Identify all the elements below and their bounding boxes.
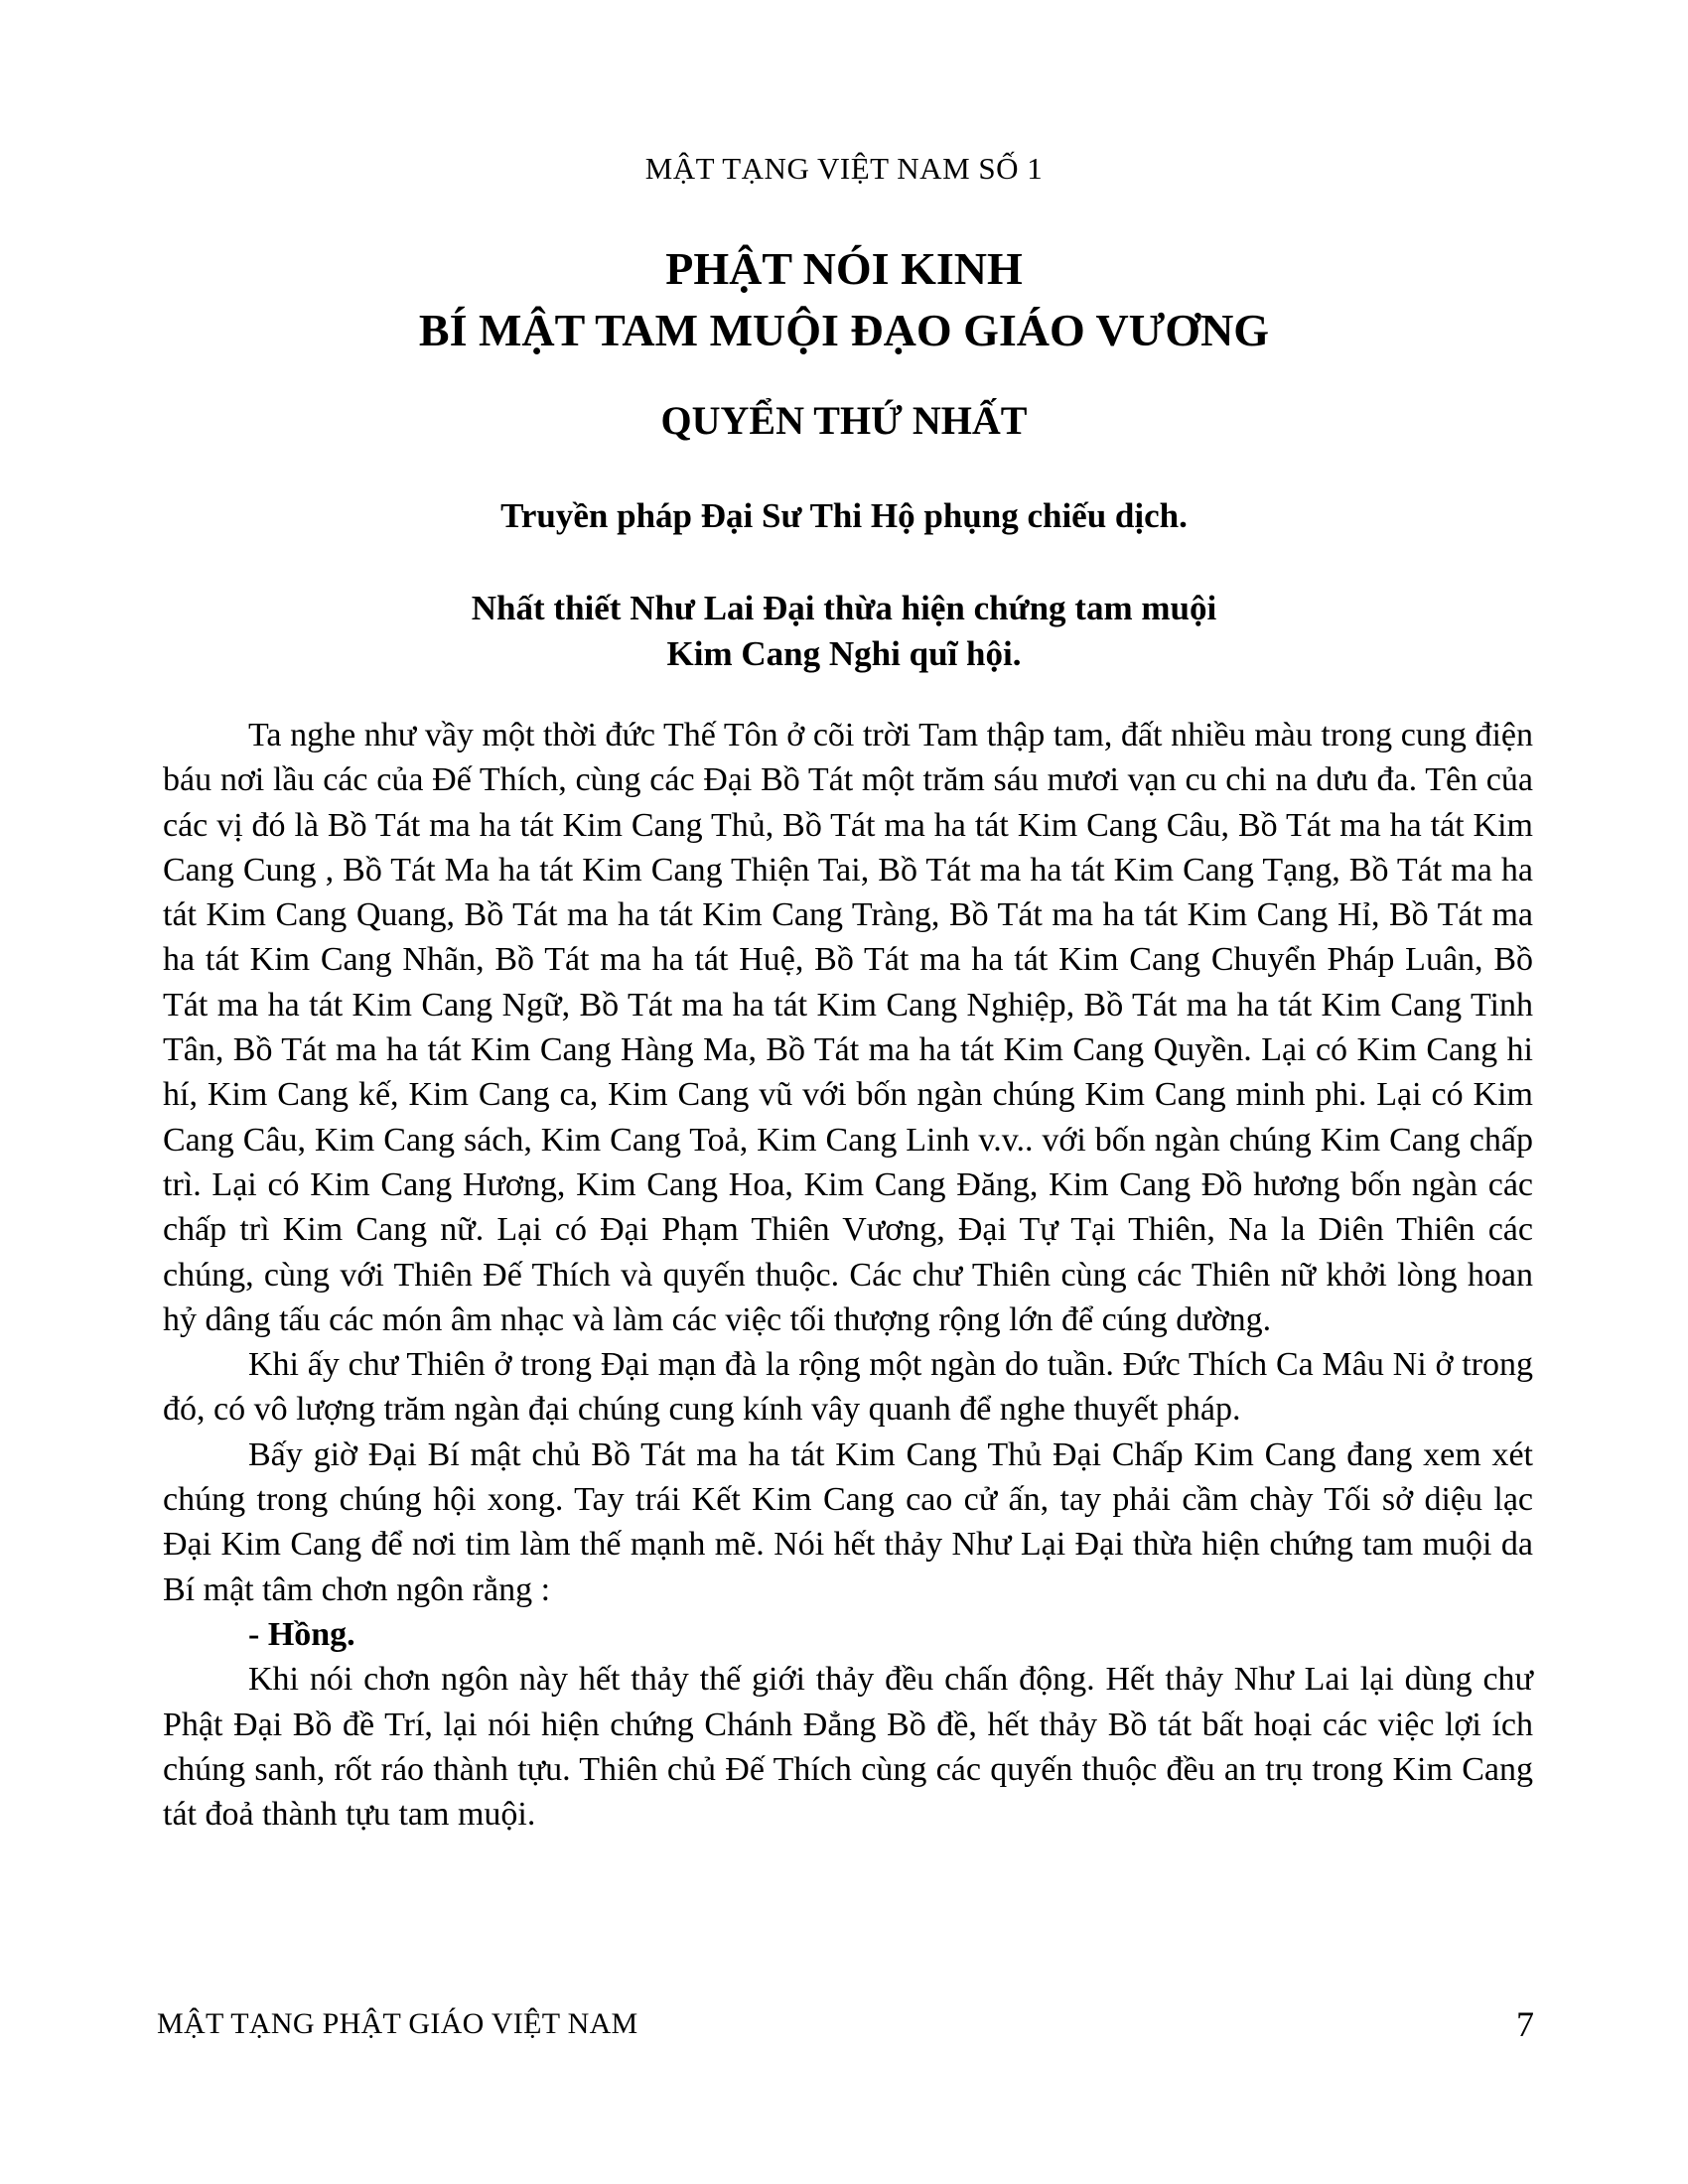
mantra-line: - Hồng. [248, 1615, 355, 1653]
sutra-title [0, 238, 1688, 361]
running-header: MẬT TẠNG VIỆT NAM SỐ 1 [644, 151, 1044, 186]
paragraph: Khi ấy chư Thiên ở trong Đại mạn đà la rộng một ngàn do tuần. Đức Thích Ca Mâu Ni ở trong đó, có vô lượng trăm ngàn đại chúng cung kính vây quanh để nghe thuyết pháp. [163, 1346, 1533, 1429]
volume-heading: QUYỂN THỨ NHẤT [660, 398, 1028, 443]
translator-credit: Truyền pháp Đại Sư Thi Hộ phụng chiếu dịch. [500, 496, 1188, 535]
body-text [163, 713, 1533, 1837]
paragraph: Bấy giờ Đại Bí mật chủ Bồ Tát ma ha tát Kim Cang Thủ Đại Chấp Kim Cang đang xem xét chúng trong chúng hội xong. Tay trái Kết Kim Cang cao cử ấn, tay phải cầm chày Tối sở diệu lạc Đại Kim Cang để nơi tim làm thế mạnh mẽ. Nói hết thảy Như Lại Đại thừa hiện chứng tam muội da Bí mật tâm chơn ngôn rằng : [163, 1435, 1533, 1608]
sutra-title-line-2: BÍ MẬT TAM MUỘI ĐẠO GIÁO VƯƠNG [418, 305, 1270, 355]
assembly-heading-line-2: Kim Cang Nghi quĩ hội. [666, 634, 1022, 673]
assembly-heading [0, 586, 1688, 677]
page-number: 7 [1516, 2004, 1534, 2044]
sutra-title-line-1: PHẬT NÓI KINH [665, 243, 1023, 294]
paragraph: Khi nói chơn ngôn này hết thảy thế giới thảy đều chấn động. Hết thảy Như Lai lại dùng chư Phật Đại Bồ đề Trí, lại nói hiện chứng Chánh Đẳng Bồ đề, hết thảy Bồ tát bất hoại các việc lợi ích chúng sanh, rốt ráo thành tựu. Thiên chủ Đế Thích cùng các quyến thuộc đều an trụ trong Kim Cang tát đoả thành tựu tam muội. [163, 1661, 1533, 1834]
running-footer: MẬT TẠNG PHẬT GIÁO VIỆT NAM [157, 2007, 638, 2040]
assembly-heading-line-1: Nhất thiết Như Lai Đại thừa hiện chứng tam muội [471, 589, 1217, 627]
paragraph: Ta nghe như vầy một thời đức Thế Tôn ở cõi trời Tam thập tam, đất nhiều màu trong cung điện báu nơi lầu các của Đế Thích, cùng các Đại Bồ Tát một trăm sáu mươi vạn cu chi na dưu đa. Tên của các vị đó là Bồ Tát ma ha tát Kim Cang Thủ, Bồ Tát ma ha tát Kim Cang Câu, Bồ Tát ma ha tát Kim Cang Cung , Bồ Tát Ma ha tát Kim Cang Thiện Tai, Bồ Tát ma ha tát Kim Cang Tạng, Bồ Tát ma ha tát Kim Cang Quang, Bồ Tát ma ha tát Kim Cang Tràng, Bồ Tát ma ha tát Kim Cang Hỉ, Bồ Tát ma ha tát Kim Cang Nhãn, Bồ Tát ma ha tát Huệ, Bồ Tát ma ha tát Kim Cang Chuyển Pháp Luân, Bồ Tát ma ha tát Kim Cang Ngữ, Bồ Tát ma ha tát Kim Cang Nghiệp, Bồ Tát ma ha tát Kim Cang Tinh Tân, Bồ Tát ma ha tát Kim Cang Hàng Ma, Bồ Tát ma ha tát Kim Cang Quyền. Lại có Kim Cang hi hí, Kim Cang kế, Kim Cang ca, Kim Cang vũ với bốn ngàn chúng Kim Cang minh phi. Lại có Kim Cang Câu, Kim Cang sách, Kim Cang Toả, Kim Cang Linh v.v.. với bốn ngàn chúng Kim Cang chấp trì. Lại có Kim Cang Hương, Kim Cang Hoa, Kim Cang Đăng, Kim Cang Đồ hương bốn ngàn các chấp trì Kim Cang nữ. Lại có Đại Phạm Thiên Vương, Đại Tự Tại Thiên, Na la Diên Thiên các chúng, cùng với Thiên Đế Thích và quyến thuộc. Các chư Thiên cùng các Thiên nữ khởi lòng hoan hỷ dâng tấu các món âm nhạc và làm các việc tối thượng rộng lớn để cúng dường. [163, 717, 1533, 1338]
